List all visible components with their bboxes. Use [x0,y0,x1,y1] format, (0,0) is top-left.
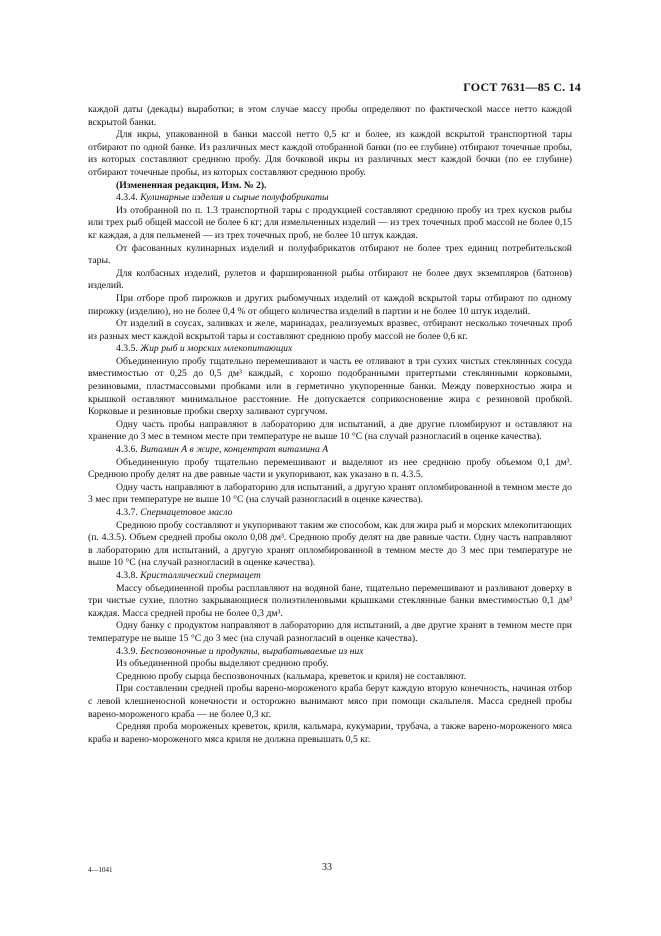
section-heading [88,444,572,457]
paragraph-text: Массу объединенной пробы расплавляют на водяной бане, тщательно перемешивают и разливают доверху в три чистые сухие, плотно закрывающиеся полиэтиленовыми крышками стеклянные банки вместимостью 0,1 дм³ каждая. Масса средней пробы не более 0,3 дм³. [88,582,572,619]
paragraph-text: Среднюю пробу сырца беспозвоночных (кальмара, креветок и криля) не составляют. [116,670,467,682]
section-title: Жир рыб и морских млекопитающих [140,343,293,355]
paragraph [88,457,572,482]
paragraph-text: Из объединенной пробы выделяют среднюю пробу. [116,658,329,670]
print-code: 4—1041 [88,866,113,874]
section-title: Спермацетовое масло [140,507,233,518]
paragraph [88,671,572,684]
paragraph [88,318,572,343]
paragraph [88,293,572,318]
section-title: Беспозвоночные и продукты, вырабатываемые из них [140,645,364,657]
paragraph [88,658,572,671]
paragraph-text: Одну банку с продуктом направляют в лабораторию для испытаний, а две другие хранят в темном месте при температуре не выше 15 °С до 3 мес (на случай разногласий в оценке качества). [88,620,572,644]
section-heading [88,646,572,659]
paragraph-text: Для икры, упакованной в банки массой нетто 0,5 кг и более, из каждой вскрытой транспортной тары отбирают по одной банке. Из различных мест каждой отобранной банки (по ее глубине) отбирают точечные пробы, из которых составляют среднюю пробу. Для бочковой икры из различных мест каждой бочки (по ее глубине) отбирают точечные пробы, из которых составляют среднюю пробу. [88,129,572,178]
paragraph [88,268,572,293]
paragraph-text: Объединенную пробу тщательно перемешивают и выделяют из нее среднюю пробу объемом 0,1 дм³. Среднюю пробу делят на две равные части и укупоривают, как указано в п. 4.3.5. [88,456,572,481]
section-title: Кулинарные изделия и сырые полуфабрикаты [140,192,329,204]
paragraph-text: Одну часть направляют в лабораторию для испытаний, а другую хранят опломбированной в темном месте до 3 мес при температуре не выше 10 °С (на случай разногласий в оценке качества). [88,481,572,506]
paragraph-text: Одну часть пробы направляют в лабораторию для испытаний, а две другие пломбируют и оставляют на хранение до 3 мес в темном месте при температуре не выше 10 °С (на случай разногласий в оценке качества). [88,418,572,443]
paragraph [88,721,572,746]
section-number: 4.3.6. [116,444,138,456]
section-title: Кристаллический спермацет [140,569,261,581]
section-heading [88,343,572,356]
paragraph-text: Для колбасных изделий, рулетов и фаршированной рыбы отбирают не более двух экземпляров (батонов) изделий. [88,267,572,292]
page-header: ГОСТ 7631—85 С. 14 [463,80,581,94]
paragraph-text: При составлении средней пробы варено-мороженого краба берут каждую вторую конечность, начиная отбор с левой клешненосной конечности и осторожно вынимают мясо при помощи скальпеля. Масса средней пробы варено-мороженого краба — не более 0,3 кг. [88,683,572,720]
section-heading [88,507,572,520]
paragraph-text: Из отобранной по п. 1.3 транспортной тары с продукцией составляют среднюю пробу из трех кусков рыбы или трех рыб общей массой не более 6 кг; для измельченных изделий — из трех точечных проб массой не более 0,15 кг каждая, а для пельменей — из трех точечных проб, не более 10 штук каждая. [88,204,572,241]
paragraph [88,482,572,507]
paragraph-text: (Измененная редакция, Изм. № 2). [116,179,267,191]
section-number: 4.3.5. [116,343,138,355]
paragraph [88,129,572,179]
section-number: 4.3.4. [116,192,138,204]
paragraph [88,520,572,570]
paragraph [88,683,572,721]
section-number: 4.3.9. [116,645,138,657]
paragraph [88,104,572,129]
section-title: Витамин А в жире, концентрат витамина А [140,444,329,456]
paragraph [88,356,572,419]
paragraph-text: каждой даты (декады) выработки; в этом случае массу пробы определяют по фактической массе нетто каждой вскрытой банки. [88,104,572,128]
paragraph [88,205,572,243]
paragraph [88,419,572,444]
document-body [88,104,572,746]
paragraph-text: От фасованных кулинарных изделий и полуфабрикатов отбирают не более трех единиц потребительской тары. [88,242,572,267]
paragraph-text: От изделий в соусах, заливках и желе, маринадах, реализуемых вразвес, отбирают несколько точечных проб из разных мест каждой вскрытой тары и составляют среднюю пробу массой не более 0,6 кг. [88,318,572,342]
paragraph [88,583,572,621]
page-number: 33 [322,862,332,873]
paragraph-text: Объединенную пробу тщательно перемешивают и часть ее отливают в три сухих чистых стеклянных сосуда вместимостью от 0,25 до 0,5 дм³ каждый, с хорошо подобранными притертыми стеклянными корковыми, резиновыми, пластмассовыми пробками или в герметично укупоренные банки. Между поверхностью жира и крышкой оставляют минимальное расстояние. Не допускается соприкосновение жира с резиновой пробкой. Корковые и резиновые пробки сверху заливают сургучом. [88,355,572,418]
section-number: 4.3.8. [116,569,138,581]
paragraph-text: Среднюю пробу составляют и укупоривают таким же способом, как для жира рыб и морских млекопитающих (п. 4.3.5). Объем средней пробы около 0,08 дм³. Среднюю пробу делят на две равные части. Одну часть направляют в лабораторию для испытаний, а другую хранят опломбированной в темном месте до 3 мес при температуре не выше 10 °С (на случай разногласий в оценке качества). [88,519,572,569]
paragraph-text: Средняя проба мороженых креветок, криля, кальмара, кукумарии, трубача, а также варено-мороженого мяса краба и варено-мороженого мяса криля не должна превышать 0,5 кг. [88,721,572,745]
paragraph-text: При отборе проб пирожков и других рыбомучных изделий от каждой вскрытой тары отбирают по одному пирожку (изделию), но не более 0,4 % от общего количества изделий в партии и не более 10 штук изделий. [88,292,572,317]
paragraph [88,620,572,645]
paragraph [88,180,572,193]
paragraph [88,243,572,268]
section-number: 4.3.7. [116,507,138,518]
section-heading [88,192,572,205]
section-heading [88,570,572,583]
